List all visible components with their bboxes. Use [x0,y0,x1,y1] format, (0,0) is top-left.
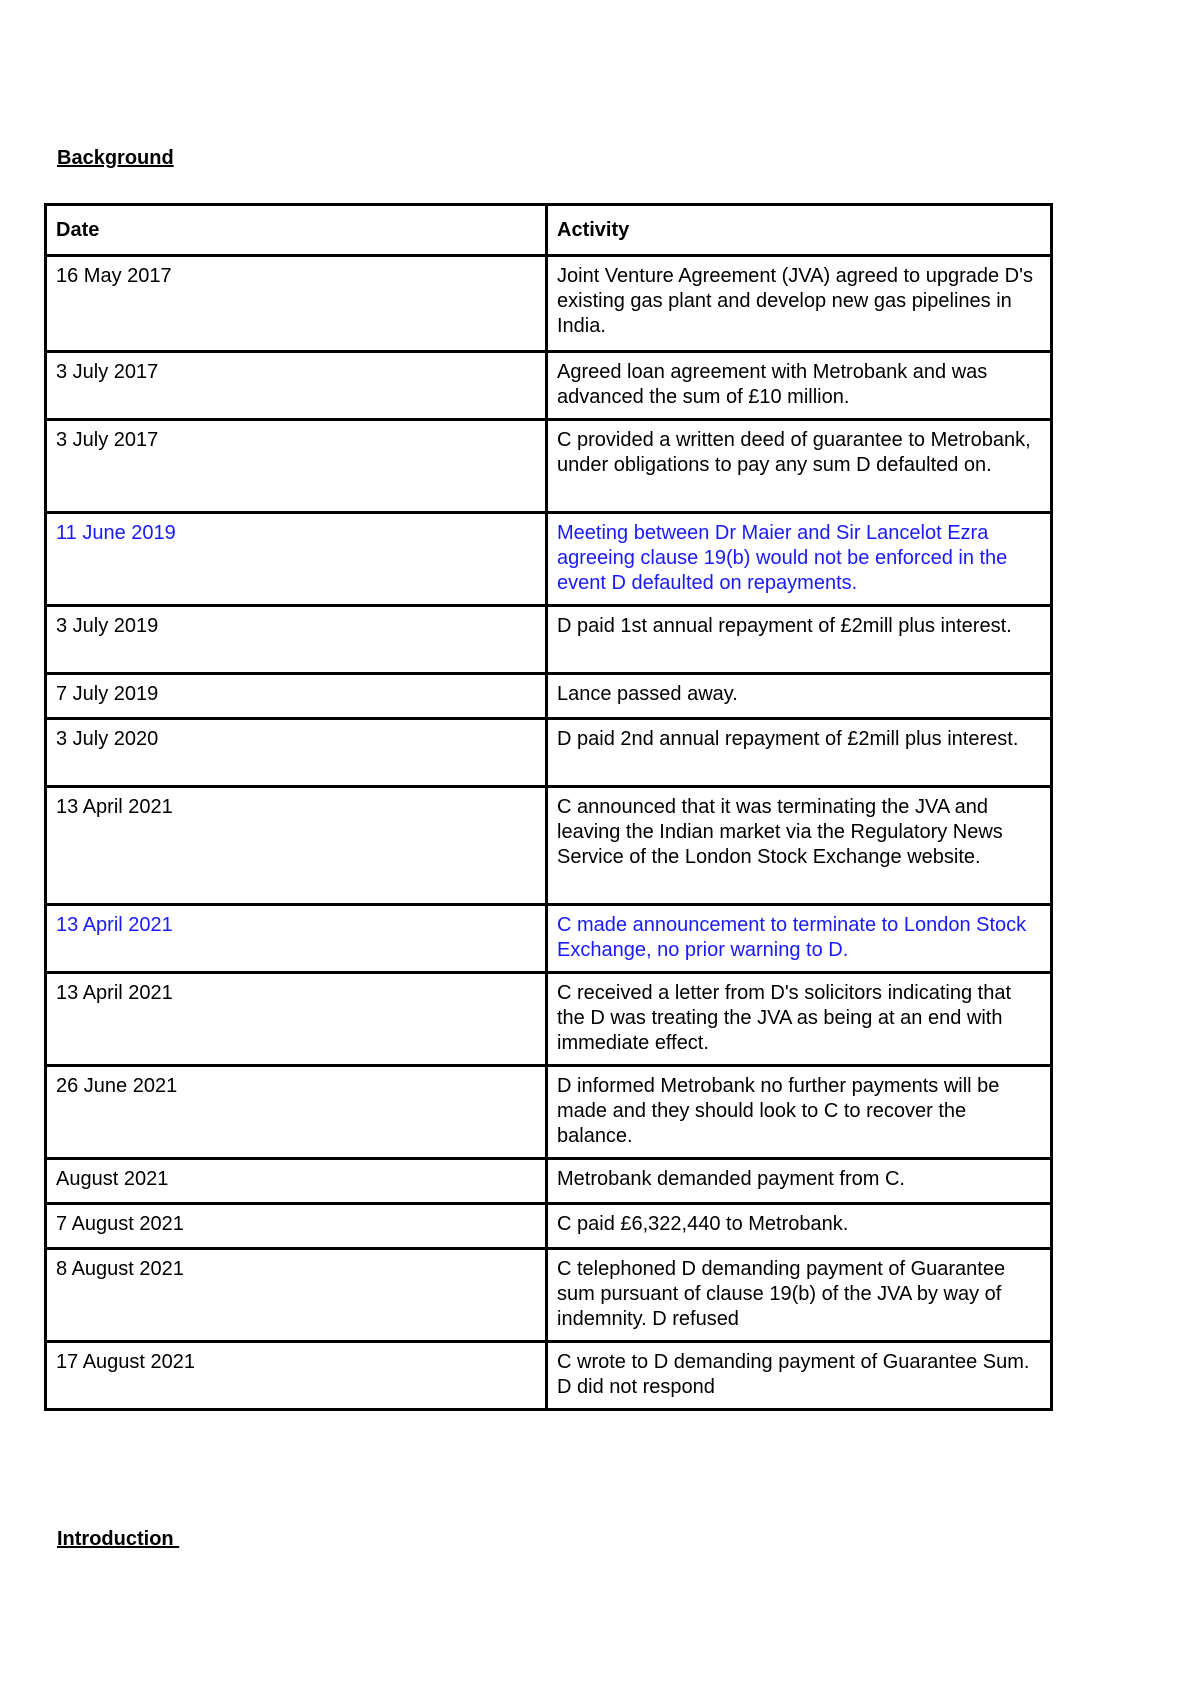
date-column-header: Date [46,205,547,256]
date-cell: 11 June 2019 [46,513,547,606]
date-cell: 17 August 2021 [46,1342,547,1410]
activity-cell: Meeting between Dr Maier and Sir Lancelot Ezra agreeing clause 19(b) would not be enforced in the event D defaulted on repayments. [547,513,1052,606]
date-cell: 13 April 2021 [46,787,547,905]
date-cell: 16 May 2017 [46,256,547,352]
date-cell: 3 July 2019 [46,606,547,674]
background-heading: Background [57,147,174,169]
activity-cell: C paid £6,322,440 to Metrobank. [547,1204,1052,1249]
activity-cell: C wrote to D demanding payment of Guarantee Sum. D did not respond [547,1342,1052,1410]
table-row [46,352,1052,420]
table-row [46,787,1052,905]
activity-cell: C made announcement to terminate to London Stock Exchange, no prior warning to D. [547,905,1052,973]
date-cell: 7 August 2021 [46,1204,547,1249]
table-row-highlighted [46,513,1052,606]
activity-cell: D paid 1st annual repayment of £2mill plus interest. [547,606,1052,674]
table-row [46,1159,1052,1204]
date-cell: 3 July 2017 [46,352,547,420]
table-row [46,1066,1052,1159]
activity-cell: Lance passed away. [547,674,1052,719]
activity-cell: Agreed loan agreement with Metrobank and was advanced the sum of £10 million. [547,352,1052,420]
table-row [46,973,1052,1066]
table-row [46,606,1052,674]
table-row [46,674,1052,719]
activity-cell: C provided a written deed of guarantee to Metrobank, under obligations to pay any sum D defaulted on. [547,420,1052,513]
activity-cell: Metrobank demanded payment from C. [547,1159,1052,1204]
date-cell: 3 July 2017 [46,420,547,513]
date-cell: 7 July 2019 [46,674,547,719]
table-header-row [46,205,1052,256]
activity-cell: C announced that it was terminating the JVA and leaving the Indian market via the Regulatory News Service of the London Stock Exchange website. [547,787,1052,905]
activity-column-header: Activity [547,205,1052,256]
table-row [46,1249,1052,1342]
activity-cell: C received a letter from D's solicitors indicating that the D was treating the JVA as being at an end with immediate effect. [547,973,1052,1066]
activity-cell: D informed Metrobank no further payments will be made and they should look to C to recover the balance. [547,1066,1052,1159]
activity-cell: C telephoned D demanding payment of Guarantee sum pursuant of clause 19(b) of the JVA by way of indemnity. D refused [547,1249,1052,1342]
activity-cell: Joint Venture Agreement (JVA) agreed to upgrade D's existing gas plant and develop new gas pipelines in India. [547,256,1052,352]
table-row [46,1342,1052,1410]
table-row-highlighted [46,905,1052,973]
introduction-heading: Introduction [57,1528,180,1550]
date-cell: 13 April 2021 [46,973,547,1066]
table-row [46,420,1052,513]
date-cell: 26 June 2021 [46,1066,547,1159]
table-row [46,1204,1052,1249]
date-cell: 8 August 2021 [46,1249,547,1342]
table-row [46,719,1052,787]
table-row [46,256,1052,352]
date-cell: August 2021 [46,1159,547,1204]
timeline-table [44,203,1053,1411]
date-cell: 3 July 2020 [46,719,547,787]
date-cell: 13 April 2021 [46,905,547,973]
activity-cell: D paid 2nd annual repayment of £2mill plus interest. [547,719,1052,787]
